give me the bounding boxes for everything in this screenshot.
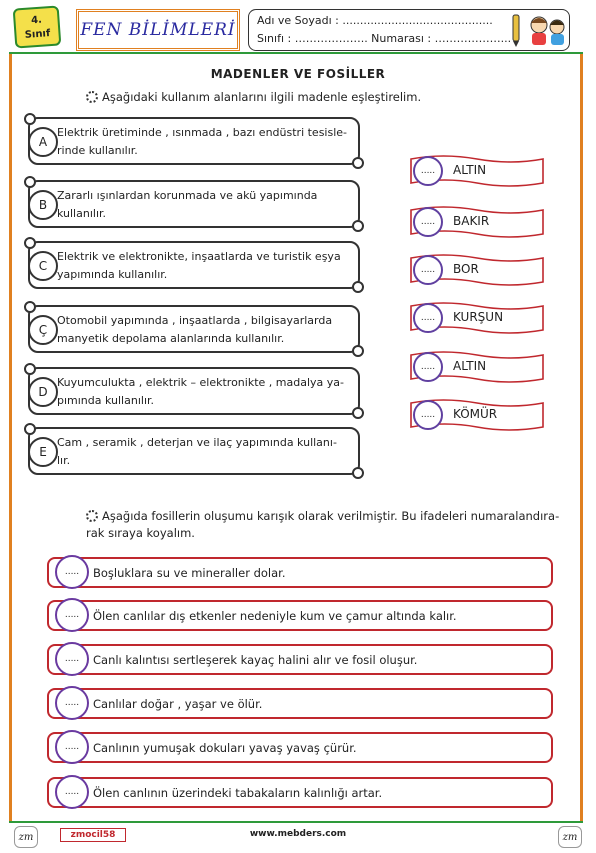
fossil-step-row <box>47 732 553 763</box>
usage-box-d <box>28 367 360 415</box>
flower-icon <box>86 510 98 522</box>
usage-letter: D <box>28 377 58 407</box>
worksheet-title: MADENLER VE FOSİLLER <box>210 67 386 81</box>
fossil-step-text: Ölen canlının üzerindeki tabakaların kalınlığı artar. <box>93 786 383 800</box>
footer-code: zmocil58 <box>60 828 126 842</box>
usage-box-c <box>28 241 360 289</box>
frame-top-line <box>9 52 583 54</box>
usage-text: Zararlı ışınlardan korunmada ve akü yapımında kullanılır. <box>57 189 318 220</box>
student-info-box <box>248 9 570 51</box>
order-circle[interactable]: ..... <box>55 775 89 809</box>
answer-circle[interactable]: ..... <box>413 156 443 186</box>
fossil-step-text: Boşluklara su ve mineraller dolar. <box>93 566 286 580</box>
usage-box-c-cedilla <box>28 305 360 353</box>
mineral-flag <box>409 254 545 286</box>
usage-box-b <box>28 180 360 228</box>
order-circle[interactable]: ..... <box>55 598 89 632</box>
section1-instruction: Aşağıdaki kullanım alanlarını ilgili madenle eşleştirelim. <box>86 90 421 104</box>
flower-icon <box>86 91 98 103</box>
subject-title: FEN BİLİMLERİ <box>76 9 240 51</box>
frame-right-line <box>580 52 583 822</box>
fossil-step-text: Canlının yumuşak dokuları yavaş yavaş çürür. <box>93 741 357 755</box>
mineral-name: KÖMÜR <box>453 407 498 421</box>
order-circle[interactable]: ..... <box>55 642 89 676</box>
fossil-step-row <box>47 644 553 675</box>
mineral-name: ALTIN <box>453 359 487 373</box>
grade-badge <box>13 5 62 48</box>
order-circle[interactable]: ..... <box>55 730 89 764</box>
fossil-step-text: Canlılar doğar , yaşar ve ölür. <box>93 697 263 711</box>
order-circle[interactable]: ..... <box>55 686 89 720</box>
corner-mark-right: zm <box>558 826 582 848</box>
fossil-step-text: Ölen canlılar dış etkenler nedeniyle kum ve çamur altında kalır. <box>93 609 457 623</box>
mineral-flag <box>409 155 545 187</box>
usage-text: Cam , seramik , deterjan ve ilaç yapımında kullanı- lır. <box>57 436 337 467</box>
answer-circle[interactable]: ..... <box>413 255 443 285</box>
mineral-flag <box>409 206 545 238</box>
usage-letter: C <box>28 251 58 281</box>
fossil-step-row <box>47 557 553 588</box>
usage-text: Elektrik üretiminde , ısınmada , bazı endüstri tesisle- rinde kullanılır. <box>57 126 348 157</box>
footer-website: www.mebders.com <box>249 829 347 839</box>
mineral-flag <box>409 351 545 383</box>
fossil-step-text: Canlı kalıntısı sertleşerek kayaç halini alır ve fosil oluşur. <box>93 653 418 667</box>
fossil-step-row <box>47 777 553 808</box>
usage-box-a <box>28 117 360 165</box>
grade-number: 4. <box>30 14 43 27</box>
usage-letter: E <box>28 437 58 467</box>
grade-label: Sınıf <box>24 28 51 41</box>
fossil-step-row <box>47 688 553 719</box>
answer-circle[interactable]: ..... <box>413 207 443 237</box>
corner-mark-left: zm <box>14 826 38 848</box>
answer-circle[interactable]: ..... <box>413 400 443 430</box>
usage-letter: Ç <box>28 315 58 345</box>
fossil-step-row <box>47 600 553 631</box>
mineral-name: BAKIR <box>453 214 490 228</box>
order-circle[interactable]: ..... <box>55 555 89 589</box>
name-line: Adı ve Soyadı : ........................................... <box>257 14 493 27</box>
answer-circle[interactable]: ..... <box>413 352 443 382</box>
usage-text: Elektrik ve elektronikte, inşaatlarda ve turistik eşya yapımında kullanılır. <box>57 250 341 281</box>
answer-circle[interactable]: ..... <box>413 303 443 333</box>
class-line: Sınıfı : ……………….. Numarası : ………………... <box>257 32 512 45</box>
usage-letter: B <box>28 190 58 220</box>
mineral-flag <box>409 302 545 334</box>
usage-letter: A <box>28 127 58 157</box>
mineral-name: KURŞUN <box>453 310 504 324</box>
mineral-flag <box>409 399 545 431</box>
usage-text: Otomobil yapımında , inşaatlarda , bilgisayarlarda manyetik depolama alanlarında kullanılır. <box>57 314 333 345</box>
usage-box-e <box>28 427 360 475</box>
usage-text: Kuyumculukta , elektrik – elektronikte , madalya ya- pımında kullanılır. <box>57 376 344 407</box>
mineral-name: BOR <box>453 262 479 276</box>
section2-instruction: Aşağıda fosillerin oluşumu karışık olarak verilmiştir. Bu ifadeleri numaralandıra- rak sıraya koyalım. <box>86 509 560 540</box>
mineral-name: ALTIN <box>453 163 487 177</box>
kids-illustration-icon <box>511 11 569 49</box>
frame-left-line <box>9 52 12 822</box>
frame-bottom-line <box>9 821 583 823</box>
